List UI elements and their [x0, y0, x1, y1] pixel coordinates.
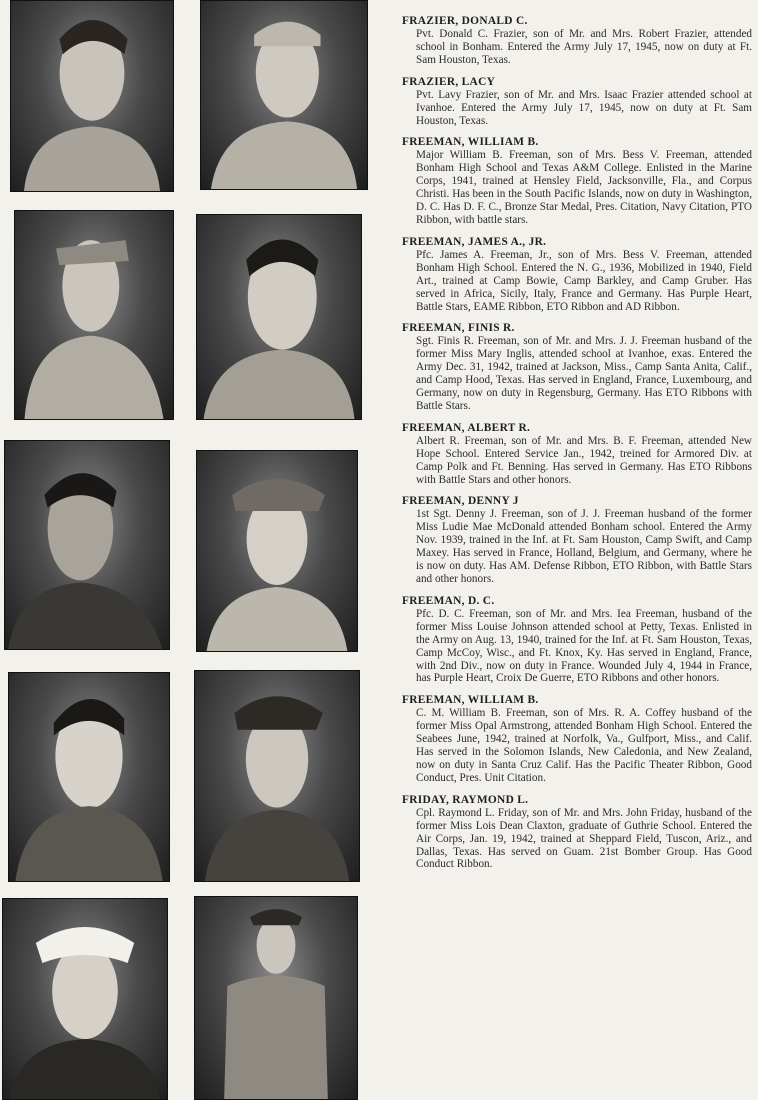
entry-freeman-denny — [392, 494, 752, 585]
entry-name: FREEMAN, FINIS R. — [402, 322, 515, 335]
entry-name: FRAZIER, DONALD C. — [402, 15, 528, 27]
entry-text: Cpl. Raymond L. Friday, son of Mr. and Mrs. John Friday, husband of the former Miss Lois Dean Claxton, graduate of Guthrie School. Entered the Air Corps, Jan. 19, 1942, trained at Sheppard Field, Tuscon, Ariz., and Dallas, Texas. Has served on Guam. 21st Bomber Group. Has Good Conduct Ribbon. — [416, 806, 752, 871]
entry-friday-raymond — [392, 793, 752, 872]
portrait-photo-james-freeman — [196, 214, 362, 420]
entry-text: 1st Sgt. Denny J. Freeman, son of J. J. Freeman husband of the former Miss Ludie Mae McDonald attended Bonham school. Entered the Army Nov. 1939, trained in the Inf. at Ft. Sam Houston, Camp Swift, and Camp Maxey. Has served in France, Holland, Belgium, and Germany, where he is now on duty. Has AM. Defense Ribbon, ETO Ribbon, with Battle Stars and other honors. — [416, 508, 752, 585]
entry-text: Pfc. James A. Freeman, Jr., son of Mrs. Bess V. Freeman, attended Bonham High School. Entered the N. G., 1936, Mobilized in 1940, Field Art., trained at Camp Bowie, Camp Barkley, and Camp Gruber. Has served in Africa, Sicily, Italy, France and Germany. Has Purple Heart, Battle Stars, EAME Ribbon, ETO Ribbon and AD Ribbon. — [416, 248, 752, 313]
entry-name: FRAZIER, LACY — [402, 75, 496, 88]
entry-name: FREEMAN, JAMES A., JR. — [402, 235, 547, 248]
portrait-photo-william-b-freeman-seabee — [2, 898, 168, 1100]
entry-freeman-finis — [392, 321, 752, 412]
entry-freeman-albert — [392, 421, 752, 487]
entry-text: Sgt. Finis R. Freeman, son of Mr. and Mrs. J. J. Freeman husband of the former Miss Mary Inglis, attended school at Ivanhoe, exas. Entered the Army Dec. 31, 1942, trained at Jackson, Miss., Camp Santa Anita, Calif., and Camp Hood, Texas. Has served in England, France, Luxembourg, and Germany, now on duty in Regensburg, Germany. Has ETO Ribbons with Battle Stars. — [416, 335, 752, 412]
entry-text: Pvt. Lavy Frazier, son of Mr. and Mrs. Isaac Frazier attended school at Ivanhoe. Entered the Army July 17, 1945, now on duty at Ft. Sam Houston, Texas. — [416, 88, 752, 127]
portrait-photo-william-freeman — [14, 210, 174, 420]
portrait-photo-denny-freeman — [8, 672, 170, 882]
entry-freeman-dc — [392, 594, 752, 685]
entry-text: C. M. William B. Freeman, son of Mrs. R. A. Coffey husband of the former Miss Opal Armstrong, attended Bonham High School. Entered the Seabees June, 1942, trained at Norfolk, Va., Gulfport, Miss., and Calif. Has served in the Solomon Islands, New Caledonia, and New Zealand, now on duty in Santa Cruz Calif. Has the Pacific Theater Ribbon, Good Conduct, Pres. Unit Citation. — [416, 707, 752, 784]
entry-frazier-donald — [392, 14, 752, 67]
portrait-photo-donald-frazier — [10, 0, 174, 192]
entry-name: FREEMAN, ALBERT R. — [402, 421, 531, 434]
entry-name: FREEMAN, DENNY J — [402, 495, 519, 508]
entry-text: Albert R. Freeman, son of Mr. and Mrs. B. F. Freeman, attended New Hope School. Entered Service Jan., 1942, treined for Armored Div. at Camp Polk and Ft. Benning. Has served in Germany. Has ETO Ribbons with Battle Stars and other honors. — [416, 434, 752, 486]
entry-name: FREEMAN, WILLIAM B. — [402, 694, 539, 707]
biography-column — [392, 14, 752, 879]
portrait-photo-dc-freeman — [194, 670, 360, 882]
portrait-photo-raymond-friday — [194, 896, 358, 1100]
portrait-photo-lacy-frazier — [200, 0, 368, 190]
entry-frazier-lacy — [392, 75, 752, 128]
entry-text: Major William B. Freeman, son of Mrs. Bess V. Freeman, attended Bonham High School and Texas A&M College. Enlisted in the Marine Corps, 1941, trained at Hensley Field, Jacksonville, Fla., and Corpus Christi. Has been in the South Pacific Islands, now on duty in Washington, D. C. Has D. F. C., Bronze Star Medal, Pres. Citation, Navy Citation, PTO Ribbon, with battle stars. — [416, 149, 752, 226]
entry-text: Pvt. Donald C. Frazier, son of Mr. and Mrs. Robert Frazier, attended school in Bonham. Entered the Army July 17, 1945, now on duty at Ft. Sam Houston, Texas. — [416, 28, 752, 66]
entry-text: Pfc. D. C. Freeman, son of Mr. and Mrs. Iea Freeman, husband of the former Miss Louise Johnson attended school at Petty, Texas. Enlisted in the Army on Aug. 13, 1940, trained for the Inf. at Ft. Sam Houston, Texas, Camp McCoy, Wisc., and Ft. Knox, Ky. Has served in England, France, with 2nd Div., now on duty in France. Wounded July 4, 1944 in France, has Purple Heart, Croix De Guerre, ETO Ribbons and other honors. — [416, 607, 752, 685]
entry-freeman-james — [392, 235, 752, 314]
entry-freeman-william-seabee — [392, 693, 752, 784]
portrait-photo-finis-freeman — [4, 440, 170, 650]
entry-name: FREEMAN, D. C. — [402, 594, 495, 607]
entry-name: FREEMAN, WILLIAM B. — [402, 136, 539, 149]
entry-freeman-william — [392, 135, 752, 226]
portrait-photo-albert-freeman — [196, 450, 358, 652]
entry-name: FRIDAY, RAYMOND L. — [402, 793, 529, 806]
